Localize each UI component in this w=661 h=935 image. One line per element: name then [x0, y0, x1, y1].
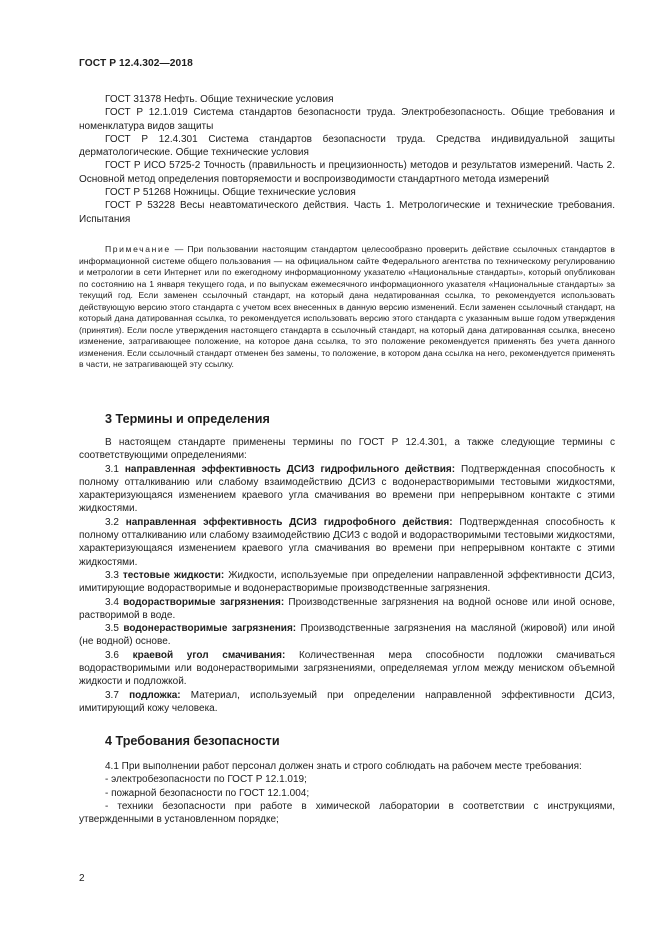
note-label: Примечание: [105, 244, 171, 254]
term-name: водорастворимые загрязнения:: [123, 596, 285, 608]
term-definition: Материал, используемый при определении направленной эффективности ДСИЗ, имитирующий кожу человека.: [79, 689, 615, 714]
section-4-heading: 4 Требования безопасности: [105, 734, 280, 748]
list-item: - техники безопасности при работе в химической лаборатории в соответствии с инструкциями, утвержденными в установленном порядке;: [79, 800, 615, 826]
term-definition: Жидкости, используемые при определении направленной эффективности ДСИЗ, имитирующие водорастворимые и водонерастворимые производственные загрязнения.: [79, 569, 615, 595]
term-name: подложка:: [129, 689, 181, 701]
section-3-heading: 3 Термины и определения: [105, 412, 270, 426]
term-number: 3.1: [105, 463, 125, 475]
list-item: - пожарной безопасности по ГОСТ 12.1.004;: [105, 787, 310, 799]
term-name: направленная эффективность ДСИЗ гидрофобного действия:: [125, 516, 453, 528]
term-entry: [79, 649, 615, 689]
term-number: 3.7: [105, 689, 130, 701]
term-name: водонерастворимые загрязнения:: [123, 623, 297, 635]
document-header: ГОСТ Р 12.4.302—2018: [79, 58, 193, 69]
normative-references-list: [79, 93, 615, 226]
term-entry: [79, 463, 615, 516]
term-entry: [79, 596, 615, 623]
section-3-body: [79, 436, 615, 715]
term-number: 3.5: [105, 623, 124, 635]
term-name: краевой угол смачивания:: [132, 649, 286, 661]
section-4-intro: 4.1 При выполнении работ персонал должен знать и строго соблюдать на рабочем месте требования:: [105, 761, 582, 772]
term-definition: Подтвержденная способность к полному отталкиванию или слабому взаимодействию ДСИЗ с водой и водорастворимыми тестовыми жидкостями, характеризующаяся изменением краевого угла смачивания во времени при непрерывном контакте с этими жидкостями.: [79, 516, 615, 568]
term-entry: [79, 689, 615, 716]
reference-item: ГОСТ Р ИСО 5725-2 Точность (правильность и прецизионность) методов и результатов измерений. Часть 2. Основной метод определения повторяемости и воспроизводимости стандартного метода измерений: [79, 160, 615, 185]
term-definition: Производственные загрязнения на масляной (жировой) или иной (не водной) основе.: [79, 623, 615, 648]
term-definition: Производственные загрязнения на водной основе или иной основе, растворимой в воде.: [79, 596, 615, 621]
term-number: 3.3: [105, 569, 123, 581]
term-entry: [79, 622, 615, 649]
note-text: — При пользовании настоящим стандартом целесообразно проверить действие ссылочных стандартов в информационной системе общего пользования — на официальном сайте Федерального агентства по техническому регулированию и метрологии в сети Интернет или по ежегодному информационному указателю «Национальные стандарты», который опубликован по состоянию на 1 января текущего года, и по выпускам ежемесячного информационного указателя «Национальные стандарты» за текущий год. Если заменен ссылочный стандарт, на который дана недатированная ссылка, то рекомендуется использовать действующую версию этого стандарта с учетом всех внесенных в данную версию изменений. Если заменен ссылочный стандарт, на который дана датированная ссылка, то рекомендуется использовать версию этого стандарта с указанным выше годом утверждения (принятия). Если после утверждения настоящего стандарта в ссылочный стандарт, на который дана датированная ссылка, внесено изменение, затрагивающее положение, на которое дана ссылка, то это положение рекомендуется применять без учета данного изменения. Если ссылочный стандарт отменен без замены, то положение, в котором дана ссылка на него, рекомендуется применять в части, не затрагивающей эту ссылку.: [79, 244, 615, 370]
section-4-body: [79, 760, 615, 826]
term-number: 3.6: [105, 649, 133, 661]
reference-item: ГОСТ Р 12.4.301 Система стандартов безопасности труда. Средства индивидуальной защиты дерматологические. Общие технические условия: [79, 133, 615, 159]
term-number: 3.2: [105, 516, 126, 528]
term-entry: [79, 569, 615, 596]
term-number: 3.4: [105, 596, 124, 608]
reference-item: ГОСТ Р 12.1.019 Система стандартов безопасности труда. Электробезопасность. Общие требования и номенклатура видов защиты: [79, 107, 615, 132]
term-name: тестовые жидкости:: [122, 569, 225, 581]
reference-item: ГОСТ Р 53228 Весы неавтоматического действия. Часть 1. Метрологические и технические требования. Испытания: [79, 200, 615, 225]
term-name: направленная эффективность ДСИЗ гидрофильного действия:: [124, 463, 456, 475]
page-number: 2: [79, 873, 85, 884]
term-entry: [79, 516, 615, 569]
term-definition: Количественная мера способности подложки смачиваться водорастворимыми или водонерастворимыми загрязнениями, определяемая углом между мениском объемной жидкости и подложкой.: [79, 649, 615, 688]
list-item: - электробезопасности по ГОСТ Р 12.1.019;: [105, 774, 307, 786]
term-definition: Подтвержденная способность к полному отталкиванию или слабому взаимодействию ДСИЗ с водонерастворимыми тестовыми жидкостями, характеризующаяся изменением краевого угла смачивания во времени при непрерывном контакте с этими жидкостями.: [79, 463, 615, 515]
note-block: [79, 244, 615, 371]
section-3-intro: В настоящем стандарте применены термины по ГОСТ Р 12.4.301, а также следующие термины с соответствующими определениями:: [79, 437, 615, 462]
reference-item: ГОСТ Р 51268 Ножницы. Общие технические условия: [105, 187, 356, 199]
reference-item: ГОСТ 31378 Нефть. Общие технические условия: [105, 94, 334, 105]
